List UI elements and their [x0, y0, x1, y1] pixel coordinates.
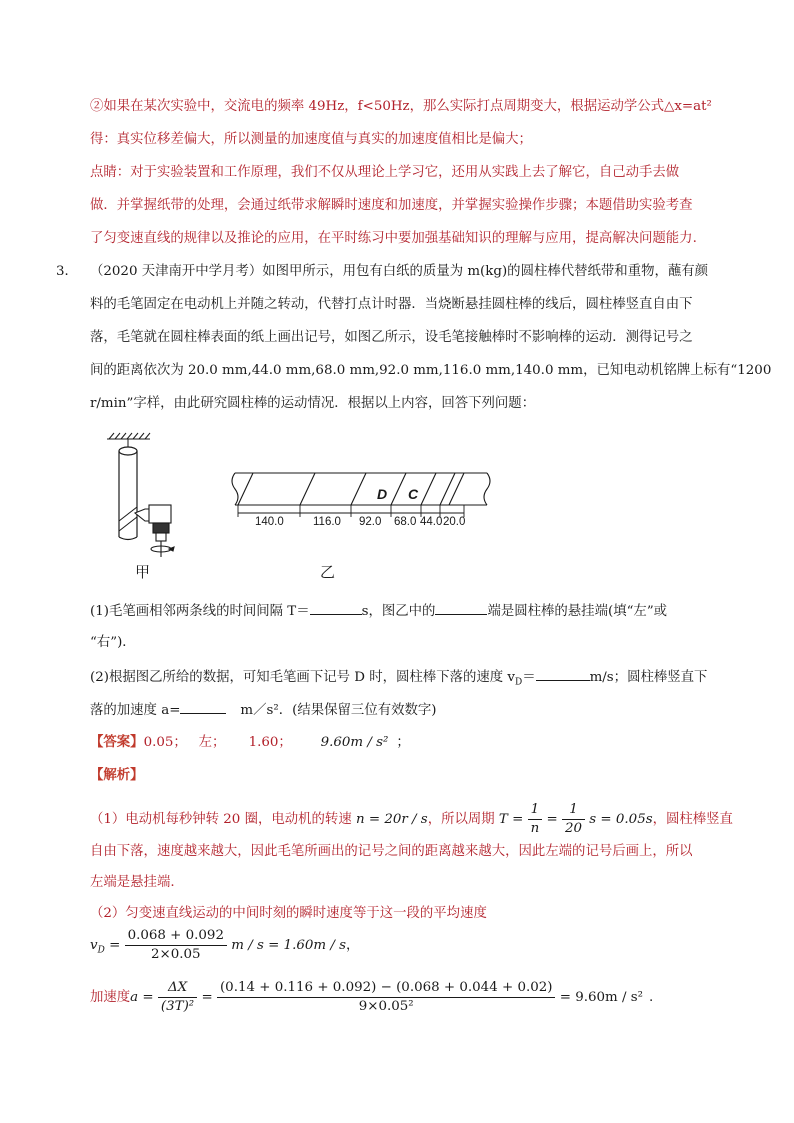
acceleration-formula: [90, 976, 653, 1020]
velocity-num: 0.068 + 0.092: [125, 927, 227, 946]
frac-1-num: 1: [528, 801, 543, 820]
analysis-p1-n: n = 20r / s: [355, 812, 428, 827]
prev-solution-line-2: 得：真实位移差偏大，所以测量的加速度值与真实的加速度值相比是偏大；: [90, 132, 532, 147]
v-sub: D: [97, 945, 105, 956]
a-f1-num: ΔX: [158, 979, 197, 998]
segment-label-6: 20.0: [443, 516, 466, 528]
subq-1-line-2: “右”)．: [90, 635, 136, 650]
prev-solution-line-5: 了匀变速直线的规律以及推论的应用，在平时练习中要加强基础知识的理解与应用，提高解决问题能力.: [90, 231, 697, 246]
frac-1-den: n: [530, 821, 540, 836]
blank-velocity[interactable]: [536, 666, 590, 681]
answer-4-end: ；: [396, 735, 410, 750]
a-fraction-2: [217, 979, 556, 1016]
subq-2-text-e: m／s²．(结果保留三位有效数字): [240, 703, 437, 718]
subq-2-line-2: [90, 699, 437, 721]
velocity-den: 2×0.05: [150, 947, 201, 962]
a-lhs: a =: [130, 990, 154, 1005]
subq-1-line-1: [90, 600, 667, 622]
segment-label-2: 116.0: [313, 516, 341, 528]
a-eq: =: [201, 990, 213, 1005]
subq-2-sub-d: D: [514, 677, 523, 688]
velocity-fraction: [125, 927, 227, 964]
answer-2: 左；: [198, 735, 226, 750]
answer-3: 1.60；: [248, 735, 292, 750]
analysis-p1-text-a: （1）电动机每秒钟转 20 圈，电动机的转速: [90, 812, 352, 827]
v-end: ，: [345, 938, 360, 953]
subq-2-text-b: ＝: [522, 670, 536, 685]
mark-c: C: [408, 486, 419, 502]
subq-1-text-a: (1)毛笔画相邻两条线的时间间隔 T＝: [90, 604, 310, 619]
analysis-p1-T: T =: [498, 812, 524, 827]
a-f2-num: (0.14 + 0.116 + 0.092) − (0.068 + 0.044 + 0.02): [217, 979, 556, 998]
a-f1-den: (3T)²: [160, 999, 195, 1014]
question-line-5: r/min”字样，由此研究圆柱棒的运动情况．根据以上内容，回答下列问题：: [90, 396, 536, 411]
question-line-4: 间的距离依次为 20.0 mm,44.0 mm,68.0 mm,92.0 mm,116.0 mm,140.0 mm，已知电动机铭牌上标有“1200: [90, 363, 772, 378]
subq-2-text-a: (2)根据图乙所给的数据，可知毛笔画下记号 D 时，圆柱棒下落的速度 v: [90, 670, 515, 685]
prev-solution-line-1: ②如果在某次实验中，交流电的频率 49Hz，f<50Hz，那么实际打点周期变大，根据运动学公式△x=at²: [90, 99, 712, 114]
v-result: m / s = 1.60m / s: [231, 938, 346, 953]
experiment-figure: [95, 425, 515, 600]
frac-2-den: 20: [564, 821, 583, 836]
subq-2-text-d: 落的加速度 a=: [90, 703, 181, 718]
figure-label-jia: 甲: [135, 564, 151, 581]
analysis-p1-eq: =: [546, 812, 558, 827]
segment-label-3: 92.0: [359, 516, 382, 528]
question-line-1: （2020 天津南开中学月考）如图甲所示，用包有白纸的质量为 m(kg)的圆柱棒代替纸带和重物，蘸有颜: [90, 264, 709, 279]
subq-1-text-b: s，图乙中的: [361, 604, 436, 619]
v-eq: =: [109, 938, 121, 953]
blank-interval[interactable]: [310, 600, 362, 615]
blank-hang-end[interactable]: [435, 600, 487, 615]
question-line-3: 落，毛笔就在圆柱棒表面的纸上画出记号，如图乙所示，设毛笔接触棒时不影响棒的运动．测得记号之: [90, 330, 693, 345]
hanging-cylinder: [119, 447, 137, 540]
frac-2-num: 1: [562, 801, 585, 820]
frac-1-over-n: [528, 801, 543, 838]
analysis-p1-line-3: 左端是悬挂端.: [90, 875, 175, 890]
prev-solution-line-3: 点睛：对于实验装置和工作原理，我们不仅从理论上学习它，还用从实践上去了解它，自己动手去做: [90, 165, 680, 180]
analysis-p1-text-b: ，所以周期: [427, 812, 495, 827]
segment-label-4: 68.0: [394, 516, 417, 528]
a-end: .: [649, 990, 654, 1005]
answer-4: 9.60m / s²: [320, 735, 389, 750]
motor-with-brush: [135, 505, 174, 557]
subq-2-text-c: m/s；圆柱棒竖直下: [589, 670, 708, 685]
v-lhs: v: [90, 938, 98, 953]
frac-1-over-20: [562, 801, 585, 838]
analysis-p1-result: s = 0.05s: [589, 812, 653, 827]
analysis-p1-line-1: [90, 800, 733, 840]
analysis-p1-text-c: ，圆柱棒竖直: [652, 812, 733, 827]
answer-line: [90, 732, 410, 753]
analysis-tag: 【解析】: [90, 767, 144, 783]
blank-acceleration[interactable]: [180, 699, 226, 714]
a-result: = 9.60m / s²: [559, 990, 644, 1005]
a-f2-den: 9×0.05²: [358, 999, 414, 1014]
velocity-formula: [90, 926, 359, 966]
analysis-p1-line-2: 自由下落，速度越来越大，因此毛笔所画出的记号之间的距离越来越大，因此左端的记号后画上，所以: [90, 844, 693, 859]
segment-label-1: 140.0: [255, 516, 284, 528]
segment-label-5: 44.0: [420, 516, 443, 528]
question-number: 3．: [56, 264, 78, 279]
ceiling-hatch: [107, 433, 150, 447]
prev-solution-line-4: 做．并掌握纸带的处理，会通过纸带求解瞬时速度和加速度，并掌握实验操作步骤；本题借助实验考查: [90, 198, 693, 213]
question-line-2: 料的毛笔固定在电动机上并随之转动，代替打点计时器．当烧断悬挂圆柱棒的线后，圆柱棒竖直自由下: [90, 297, 693, 312]
figure-label-yi: 乙: [320, 564, 336, 581]
a-label: 加速度: [90, 990, 131, 1005]
answer-1: 0.05；: [143, 735, 187, 750]
answer-tag: 【答案】: [90, 734, 144, 750]
subq-1-text-c: 端是圆柱棒的悬挂端(填“左”或: [487, 604, 668, 619]
subq-2-line-1: [90, 666, 707, 693]
mark-d: D: [377, 486, 388, 502]
paper-strip: [232, 473, 490, 505]
a-fraction-1: [158, 979, 197, 1016]
analysis-p2: （2）匀变速直线运动的中间时刻的瞬时速度等于这一段的平均速度: [90, 906, 487, 921]
